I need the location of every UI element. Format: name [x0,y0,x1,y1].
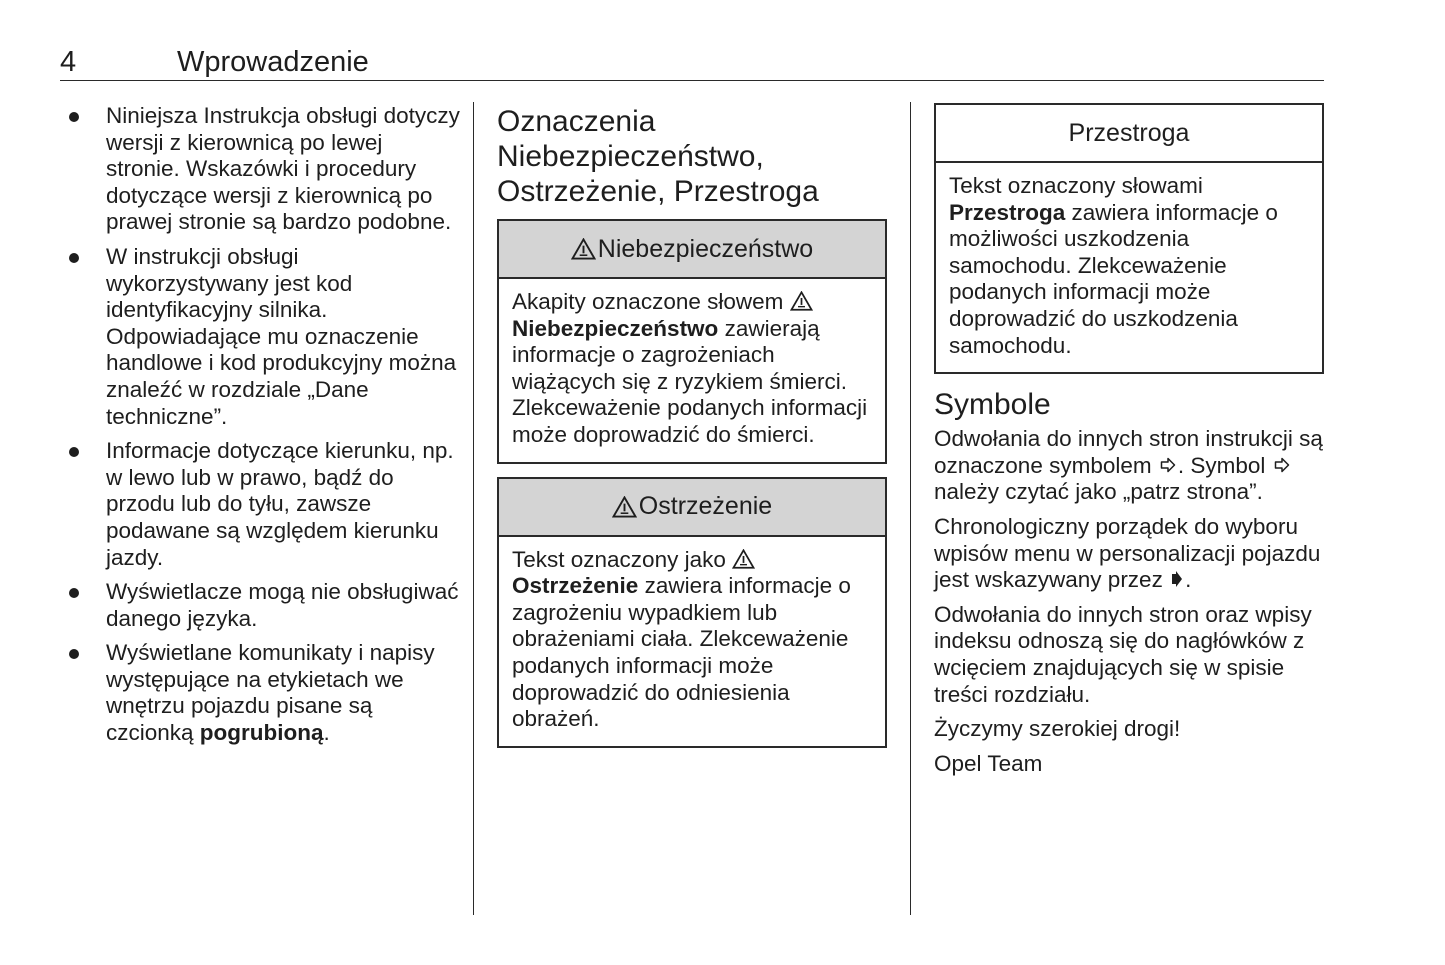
outline-arrow-right-icon [1274,457,1290,473]
page-number: 4 [60,46,77,78]
warning-box-body [499,537,885,746]
column-divider [473,102,474,915]
list-item [60,579,460,632]
page-header [60,44,1324,81]
column-3 [934,103,1324,785]
warning-triangle-icon [732,549,755,569]
danger-box-header [499,221,885,279]
page-title: Wprowadzenie [177,46,369,78]
caution-box-body [936,163,1322,372]
closing-wish: Życzymy szerokiej drogi! [934,716,1181,742]
signature: Opel Team [934,750,1043,776]
list-item-text: Niniejsza Instrukcja obsługi dotyczy wersji z kierownicą po lewej stronie. Wskazówki i procedury dotyczące wersji z kierownicą po prawej stronie są bardzo podobne. [106,103,460,235]
symbols-paragraph: Odwołania do innych stron oraz wpisy indeksu odnoszą się do nagłówków z wcięciem znajdujących się w spisie treści rozdziału. [934,601,1312,707]
list-item-text: Wyświetlane komunikaty i napisy występujące na etykietach we wnętrzu pojazdu pisane są czcionką [106,640,435,746]
warning-triangle-icon [571,238,596,260]
paragraph-text: . [1185,567,1192,593]
list-item [60,438,460,571]
section-title-line: Ostrzeżenie, Przestroga [497,175,819,208]
symbols-heading: Symbole [934,388,1051,422]
section-title-line: Oznaczenia [497,105,656,138]
symbols-content [934,426,1324,777]
solid-arrow-right-icon [1171,570,1183,588]
list-item-text: Wyświetlacze mogą nie obsługiwać danego języka. [106,579,459,631]
list-item [60,640,460,746]
danger-box-text: Akapity oznaczone słowem [512,289,790,314]
warning-box-text: Tekst oznaczony jako [512,546,733,572]
caution-keyword: Przestroga [949,199,1066,225]
paragraph-text: . Symbol [1177,452,1272,478]
bullet-icon [69,112,79,122]
danger-box-text-end: zawierają informacje o zagrożeniach wiążących się z ryzykiem śmierci. Zlekceważenie podanych informacji może doprowadzić do śmierci. [512,315,868,447]
symbols-paragraph [934,514,1324,594]
danger-keyword: Niebezpieczeństwo [512,315,719,341]
bullet-icon [69,253,79,263]
danger-box [497,219,887,464]
warning-box-header [499,479,885,537]
list-item [60,244,460,430]
caution-box-text-end: zawiera informacje o możliwości uszkodzenia samochodu. Zlekceważenie podanych informacji może doprowadzić do uszkodzenia samochodu. [949,199,1278,358]
symbols-paragraph [934,426,1324,506]
caution-box [934,103,1324,374]
column-1 [60,103,460,755]
warning-keyword: Ostrzeżenie [512,573,639,599]
column-2 [497,103,887,761]
section-title-line: Niebezpieczeństwo, [497,140,764,173]
section-title [497,104,887,209]
bullet-icon [69,447,79,457]
warning-triangle-icon [612,496,637,518]
caution-box-text: Tekst oznaczony słowami [949,173,1203,198]
warning-box-text-end: zawiera informacje o zagrożeniu wypadkiem lub obrażeniami ciała. Zlekceważenie podanych informacji może doprowadzić do odniesienia obrażeń. [512,573,851,732]
paragraph-text: należy czytać jako „patrz strona”. [934,479,1263,505]
bullet-icon [69,649,79,659]
caution-box-header [936,105,1322,163]
paragraph-text: Odwołania do innych stron instrukcji są oznaczone symbolem [934,426,1323,478]
danger-box-title: Niebezpieczeństwo [597,234,814,263]
bold-example-text: pogrubioną [199,720,324,746]
list-item-text: W instrukcji obsługi wykorzystywany jest kod identyfikacyjny silnika. Odpowiadające mu oznaczenie handlowe i kod produkcyjny można znaleźć w rozdziale „Dane techniczne”. [106,243,457,429]
bullet-list [60,103,460,747]
danger-box-body [499,279,885,462]
warning-triangle-icon [790,291,813,311]
column-divider [910,102,911,915]
warning-box [497,477,887,748]
bullet-icon [69,588,79,598]
paragraph-text: Chronologiczny porządek do wyboru wpisów menu w personalizacji pojazdu jest wskazywany przez [934,513,1321,593]
list-item-text-end: . [323,720,330,746]
caution-box-title: Przestroga [1068,118,1190,147]
list-item-text: Informacje dotyczące kierunku, np. w lewo lub w prawo, bądź do przodu lub do tyłu, zawsze podawane są względem kierunku jazdy. [106,438,454,570]
list-item [60,103,460,236]
outline-arrow-right-icon [1160,457,1176,473]
warning-box-title: Ostrzeżenie [638,492,773,521]
